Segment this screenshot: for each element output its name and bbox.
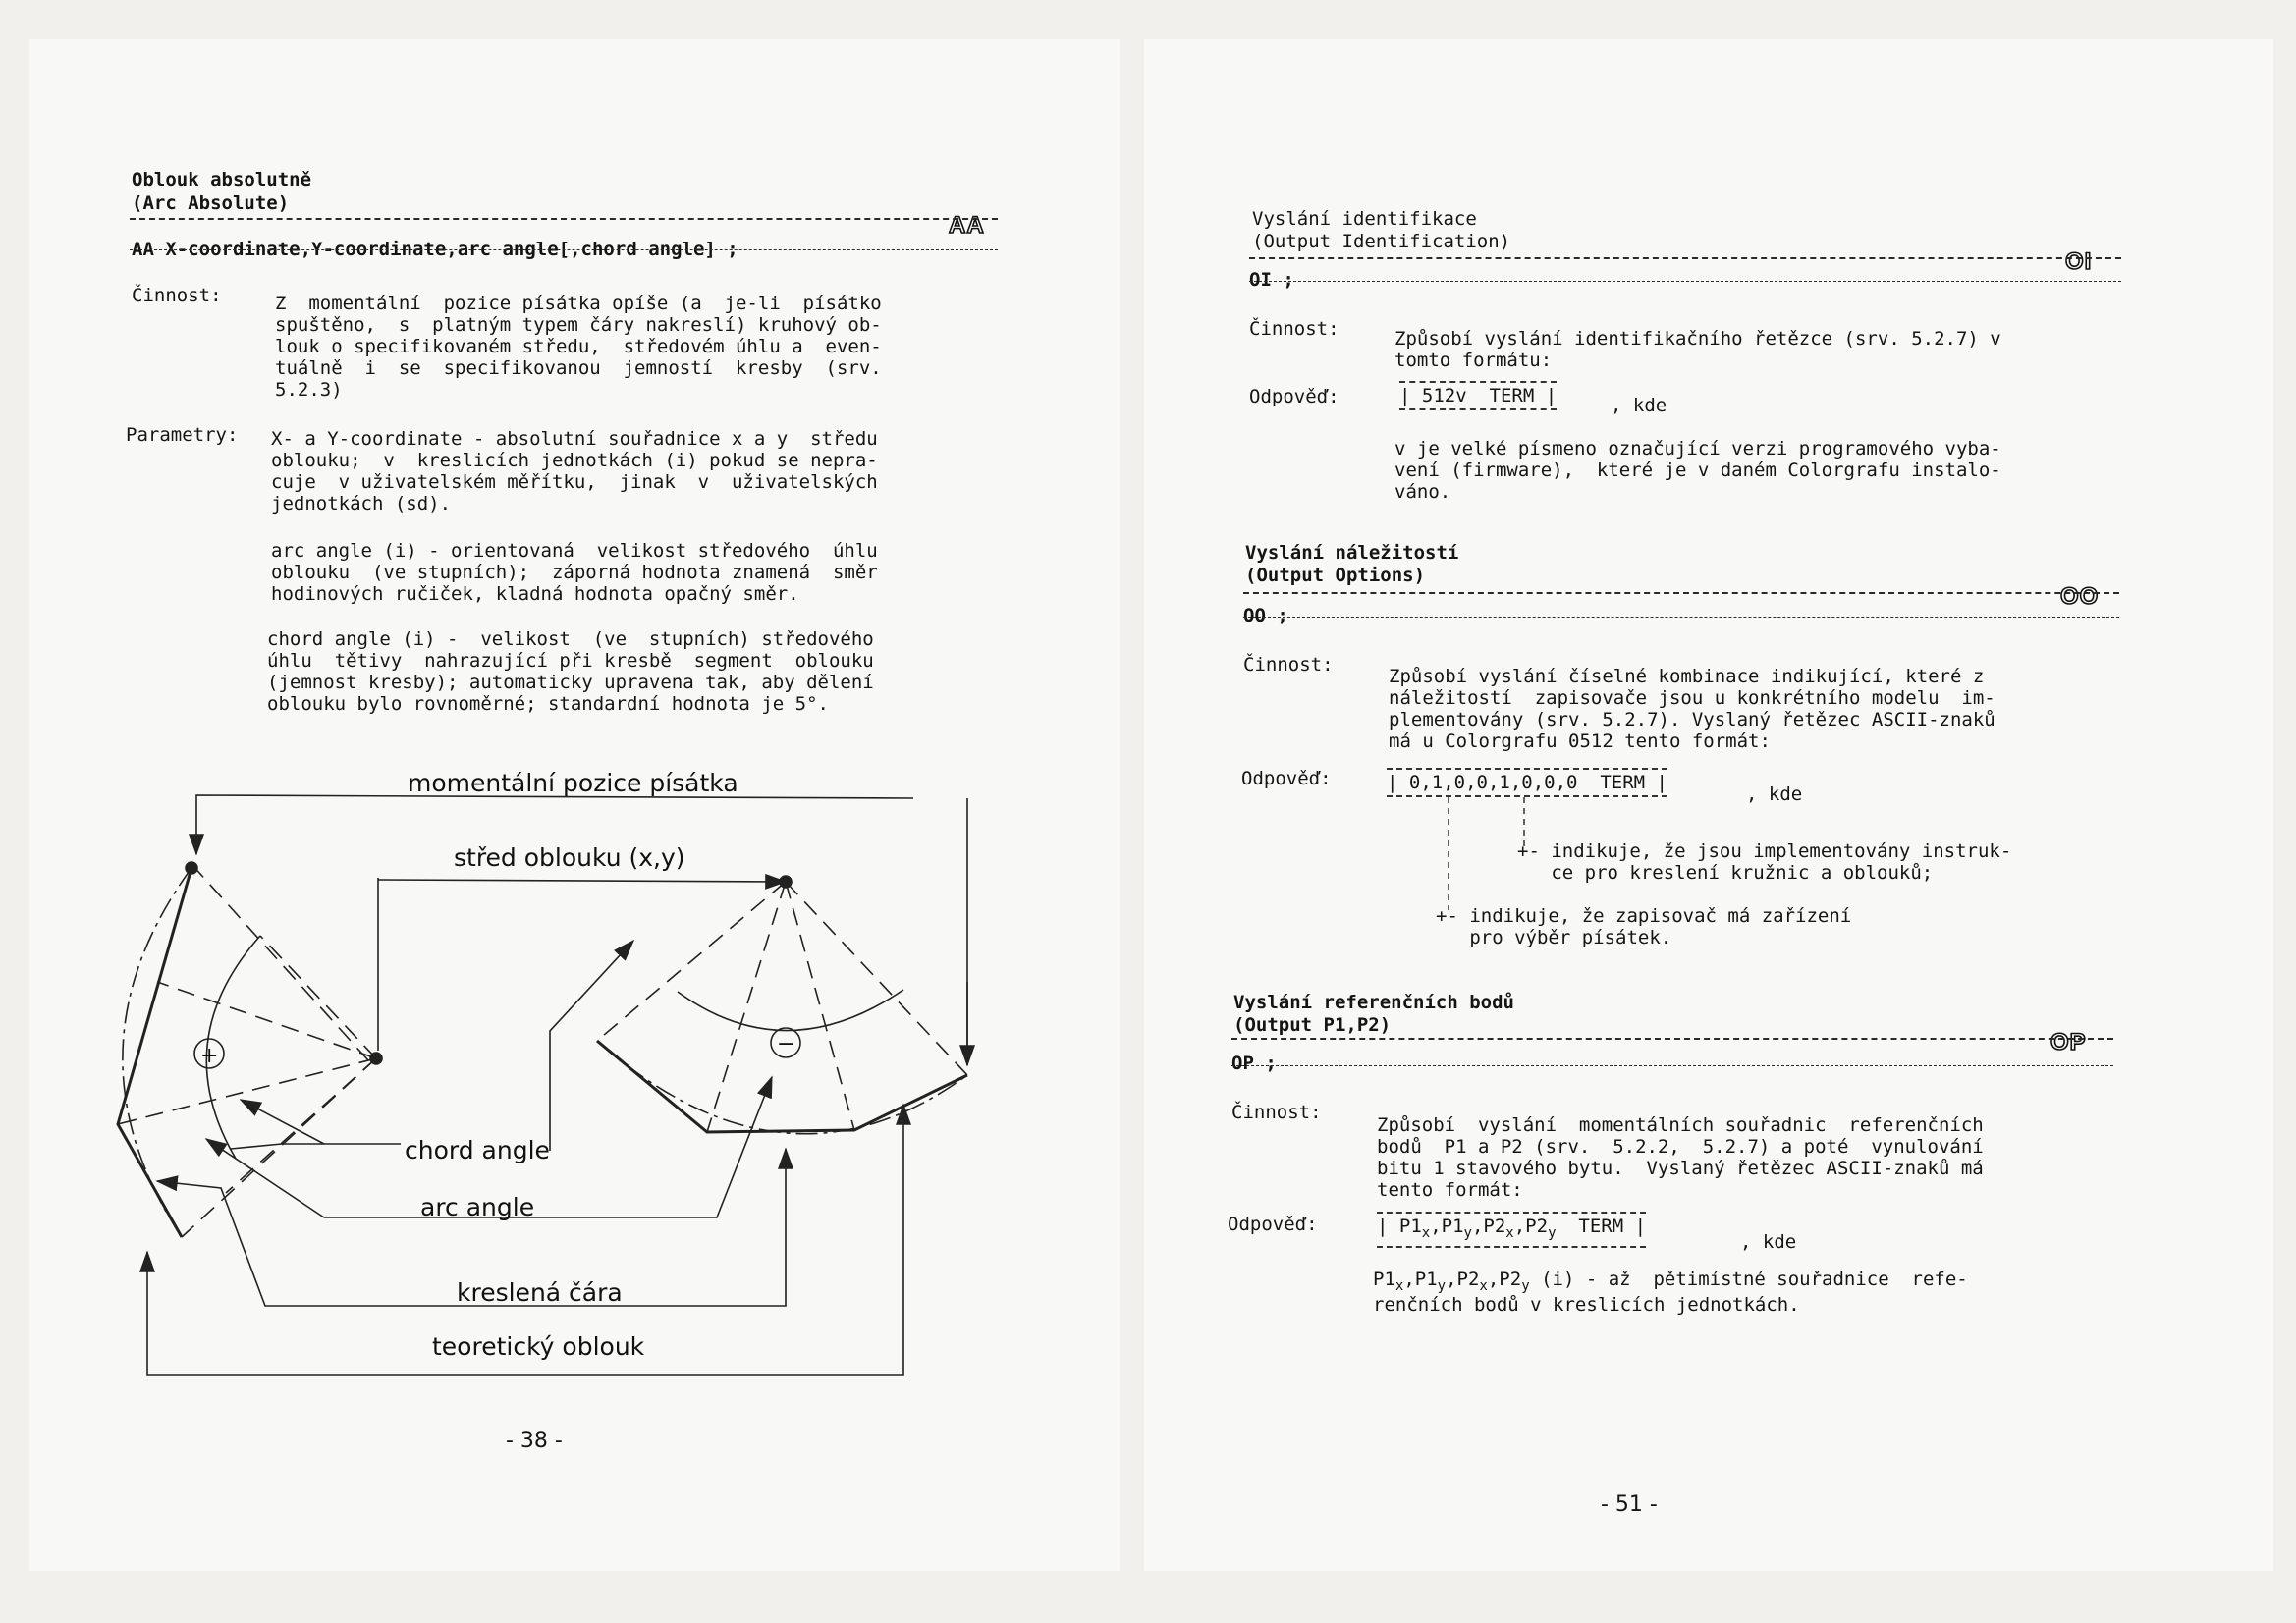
oo-title-cz: Vyslání náležitostí (1245, 542, 1459, 564)
oi-odpoved-label: Odpověď: (1249, 386, 1339, 407)
oi-cinnost-text: Způsobí vyslání identifikačního řetězce (srv. 5.2.7) v tomto formátu: (1394, 328, 2001, 371)
left-drawn-chords (118, 868, 191, 1237)
oo-odpoved-label: Odpověď: (1241, 768, 1332, 789)
oo-header-rule (1243, 592, 2119, 594)
oi-title-cz: Vyslání identifikace (1252, 208, 1477, 230)
oi-header-rule (1249, 257, 2121, 259)
op-title-en: (Output P1,P2) (1233, 1014, 1392, 1036)
instruction-code-oo: OO (2060, 583, 2100, 610)
op-note-line2: renčních bodů v kreslicích jednotkách. (1373, 1294, 1800, 1316)
op-kde: , kde (1740, 1231, 1797, 1253)
oi-cinnost-label: Činnost: (1249, 318, 1339, 340)
oo-cinnost-label: Činnost: (1243, 654, 1334, 676)
oi-note: v je velké písmeno označující verzi programového vyba- vení (firmware), které je v daném Colorgrafu instalo- váno. (1394, 438, 2001, 503)
op-note-line1: $P1_x,P1_y,P2_x,P2_y$ (i) - až pětimístné souřadnice refe- (1373, 1269, 1968, 1294)
oo-cinnost-text: Způsobí vyslání číselné kombinace indikující, které z náležitostí zapisovače jsou u konkrétního modelu im- plementovány (srv. 5.2.7). Vyslaný řetězec ASCII-znaků má u Colorgrafu 0512 tento formát: (1389, 666, 1995, 752)
aa-parametry-label: Parametry: (126, 424, 239, 446)
oo-kde: , kde (1746, 784, 1803, 805)
op-response: | $P1_x,P1_y,P2_x,P2_y$ TERM | (1377, 1212, 1646, 1248)
oi-title-en: (Output Identification) (1252, 231, 1511, 252)
aa-param-chord: chord angle (i) - velikost (ve stupních) středového úhlu tětivy nahrazující při kresbě segment oblouku (jemnost kresby); automaticky upravena tak, aby dělení oblouku bylo rovnoměrné; standardní hodnota je 5°. (267, 628, 874, 715)
drawn-line-connector (157, 1181, 462, 1306)
oi-syntax: OI ; (1249, 269, 1294, 291)
op-title-cz: Vyslání referenčních bodů (1233, 992, 1514, 1013)
aa-cinnost-label: Činnost: (132, 285, 222, 306)
theoretical-arc-connector (147, 1252, 437, 1375)
oo-syntax-rule (1243, 617, 2119, 618)
oo-title-en: (Output Options) (1245, 565, 1426, 586)
left-title-cz: Oblouk absolutně (132, 169, 312, 190)
chord-angle-connector (231, 1144, 401, 1149)
op-cinnost-text: Způsobí vyslání momentálních souřadnic referenčních bodů P1 a P2 (srv. 5.2.2, 5.2.7) a poté vynulování bitu 1 stavového bytu. Vyslaný řetězec ASCII-znaků má tento formát: (1377, 1114, 1984, 1201)
aa-param-xy: X- a Y-coordinate - absolutní souřadnice x a y středu oblouku; v kreslicích jednotkách (i) pokud se nepra- cuje v uživatelském měřítku, jinak v uživatelských jednotkách (sd). (271, 428, 878, 514)
right-page (1144, 39, 2273, 1571)
label-pen-position: momentální pozice písátka (408, 769, 738, 797)
oi-response: | 512v TERM | (1399, 381, 1557, 410)
oo-syntax: OO ; (1243, 605, 1288, 626)
oo-note-pen-select: +- indikuje, že zapisovač má zařízení pro výběr písátek. (1436, 905, 1852, 948)
instruction-code-oi: OI (2065, 248, 2093, 275)
label-chord-angle: chord angle (405, 1136, 550, 1164)
aa-syntax: AA X-coordinate,Y-coordinate,arc angle[,chord angle] ; (132, 239, 738, 260)
instruction-code-aa: AA (949, 212, 985, 239)
arc-angle-connector (206, 1139, 324, 1217)
instruction-code-op: OP (2050, 1029, 2087, 1055)
label-arc-angle: arc angle (420, 1193, 535, 1221)
plus-sign-icon: + (200, 1044, 219, 1068)
minus-sign-icon: − (777, 1032, 795, 1056)
op-syntax-rule (1231, 1065, 2113, 1066)
label-arc-center: střed oblouku (x,y) (454, 843, 685, 872)
op-cinnost-label: Činnost: (1231, 1102, 1322, 1123)
right-page-number: - 51 - (1601, 1492, 1658, 1517)
op-odpoved-label: Odpověď: (1228, 1214, 1318, 1235)
oo-note-circles: +- indikuje, že jsou implementovány instruk- ce pro kreslení kružnic a oblouků; (1517, 840, 2012, 884)
arc-diagram (0, 0, 1120, 1414)
aa-cinnost-text: Z momentální pozice písátka opíše (a je-li písátko spuštěno, s platným typem čáry nakreslí) kruhový ob- louk o specifikovaném středu, středovém úhlu a even- tuálně i se specifikovanou jemností kresby (srv. 5.2.3) (275, 293, 882, 401)
label-drawn-line: kreslená čára (457, 1278, 623, 1307)
oi-kde: , kde (1611, 395, 1667, 416)
op-header-rule (1231, 1038, 2113, 1040)
oo-response: | 0,1,0,0,1,0,0,0 TERM | (1387, 768, 1667, 797)
oi-syntax-rule (1249, 281, 2121, 282)
label-theoretical-arc: teoretický oblouk (432, 1332, 645, 1361)
left-page-number: - 38 - (506, 1429, 563, 1453)
op-syntax: OP ; (1231, 1053, 1277, 1074)
aa-param-arc: arc angle (i) - orientovaná velikost středového úhlu oblouku (ve stupních); záporná hodnota znamená směr hodinových ručiček, kladná hodnota opačný směr. (271, 540, 878, 605)
left-title-en: (Arc Absolute) (132, 192, 290, 214)
